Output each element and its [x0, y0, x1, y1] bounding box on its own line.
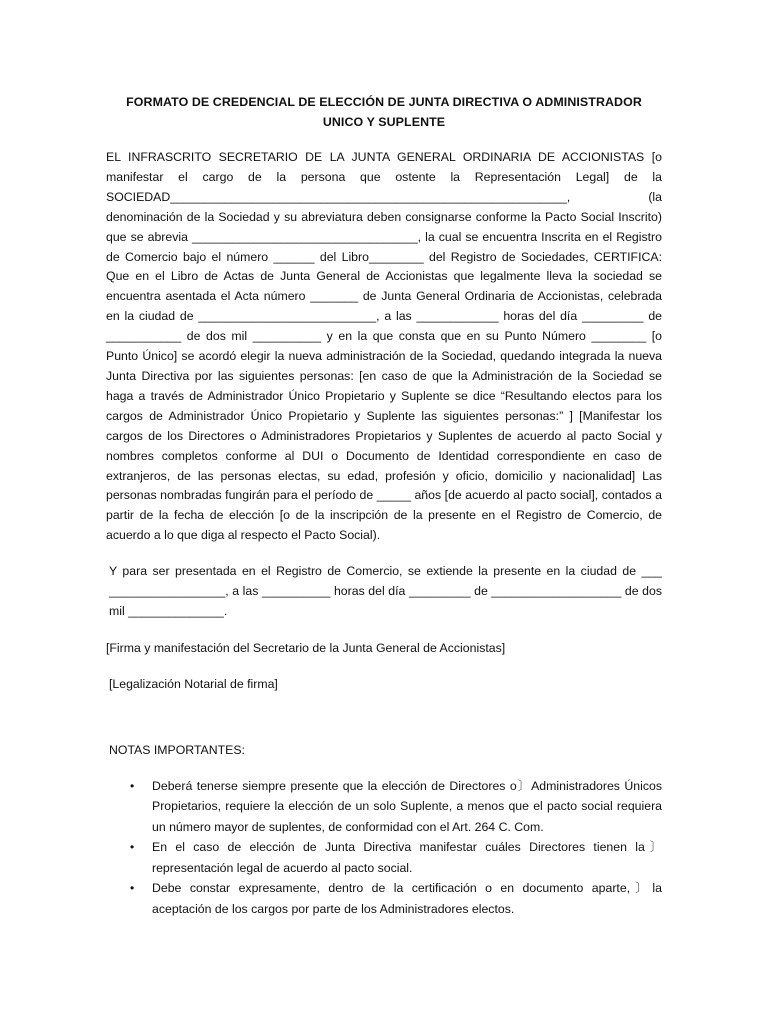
certification-paragraph: EL INFRASCRITO SECRETARIO DE LA JUNTA GENERAL ORDINARIA DE ACCIONISTAS [o manifestar el cargo de la persona que ostente la Representación Legal] de la SOCIEDAD__________________________________________________________, (la denominación de la Sociedad y su abreviatura deben consignarse conforme la Pacto Social Inscrito) que se abrevia _________________________________, la cual se encuentra Inscrita en el Registro de Comercio bajo el número ______ del Libro________ del Registro de Sociedades, CERTIFICA: Que en el Libro de Actas de Junta General de Accionistas que legalmente lleva la sociedad se encuentra asentada el Acta número _______ de Junta General Ordinaria de Accionistas, celebrada en la ciudad de __________________________, a las ____________ horas del día _________ de ___________ de dos mil __________ y en la que consta que en su Punto Número ________ [o Punto Único] se acordó elegir la nueva administración de la Sociedad, quedando integrada la nueva Junta Directiva por las siguientes personas: [en caso de que la Administración de la Sociedad se haga a través de Administrador Único Propietario y Suplente se dice “Resultando electos para los cargos de Administrador Único Propietario y Suplente las siguientes personas:” ] [Manifestar los cargos de los Directores o Administradores Propietarios y Suplentes de acuerdo al pacto Social y nombres completos conforme al DUI o Documento de Identidad correspondiente en caso de extranjeros, de las personas electas, su edad, profesión y oficio, domicilio y nacionalidad] Las personas nombradas fungirán para el período de _____ años [de acuerdo al pacto social], contados a partir de la fecha de elección [o de la inscripción de la presente en el Registro de Comercio, de acuerdo a lo que diga al respecto el Pacto Social). [106, 150, 662, 543]
issuance-paragraph: Y para ser presentada en el Registro de Comercio, se extiende la presente en la ciudad de ___ _________________, a las __________ horas del día _________ de ___________________ de dos mil ______________. [109, 564, 662, 618]
note-text: Debe constar expresamente, dentro de la certificación o en documento aparte,〕la aceptación de los cargos por parte de los Administradores electos. [152, 881, 662, 916]
bullet-icon: • [130, 881, 135, 896]
list-item [130, 837, 662, 878]
signature-line: [Firma y manifestación del Secretario de la Junta General de Accionistas] [106, 640, 506, 655]
title-line-2: UNICO Y SUPLENTE [322, 115, 446, 129]
list-item [130, 776, 662, 838]
title-line-1: FORMATO DE CREDENCIAL DE ELECCIÓN DE JUNTA DIRECTIVA O ADMINISTRADOR [126, 95, 642, 109]
note-text: En el caso de elección de Junta Directiva manifestar cuáles Directores tienen la〕representación legal de acuerdo al pacto social. [152, 840, 662, 875]
notes-title: NOTAS IMPORTANTES: [109, 742, 245, 757]
document-title [106, 92, 662, 132]
bullet-icon: • [130, 840, 135, 855]
list-item [130, 878, 662, 919]
notes-list [106, 776, 662, 920]
note-text: Deberá tenerse siempre presente que la elección de Directores o〕Administradores Únicos Propietarios, requiere la elección de un solo Suplente, a menos que el pacto social requiera un número mayor de suplentes, de conformidad con el Art. 264 C. Com. [152, 778, 662, 834]
bullet-icon: • [130, 778, 135, 793]
legalization-line: [Legalización Notarial de firma] [109, 676, 278, 691]
